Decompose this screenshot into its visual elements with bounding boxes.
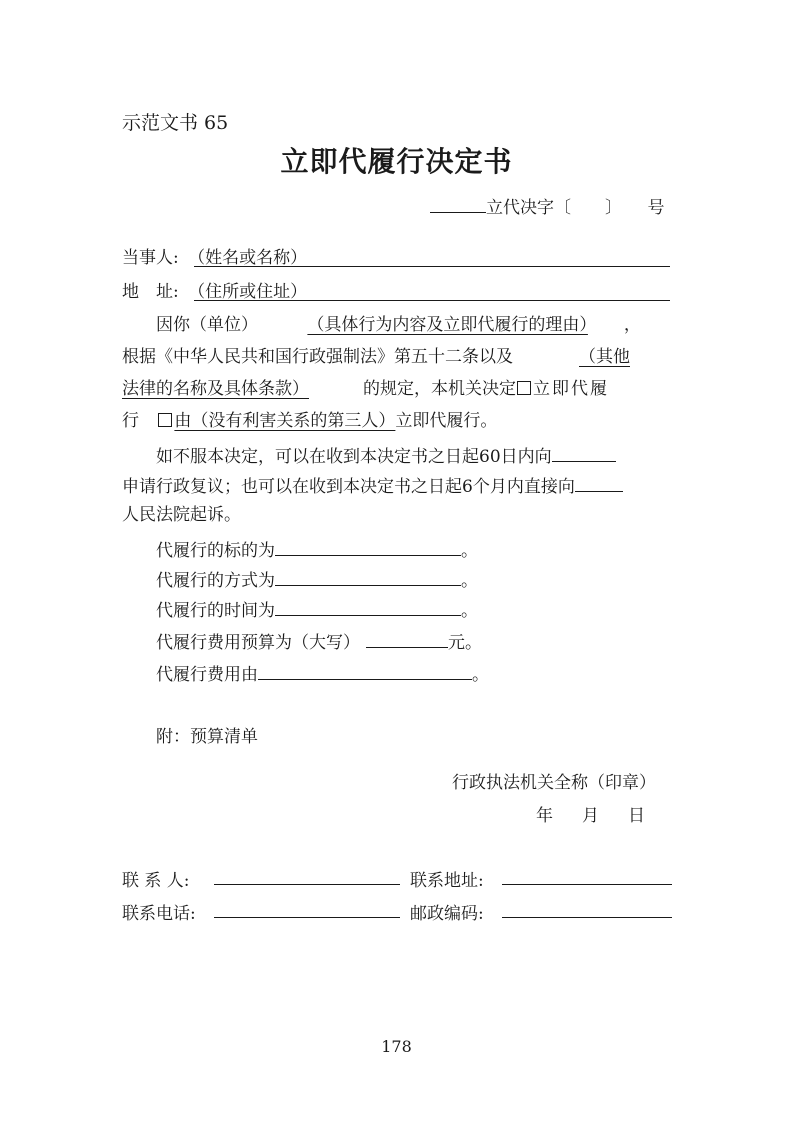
appeal-text-3: 人民法院起诉。 <box>122 505 241 525</box>
method-period: 。 <box>461 571 478 591</box>
budget-unit: 元。 <box>448 633 482 653</box>
budget-input[interactable] <box>366 629 448 648</box>
checkbox-option-1[interactable] <box>517 381 531 395</box>
reason-suffix: ， <box>623 315 641 335</box>
budget-field-line <box>156 629 482 655</box>
method-input[interactable] <box>275 567 461 586</box>
cost-bearer-period: 。 <box>472 665 489 685</box>
time-period: 。 <box>461 601 478 621</box>
contact-person-label: 联 系 人: <box>122 871 190 891</box>
doc-number-text: 立代决字〔 〕 号 <box>486 198 665 218</box>
basis-suffix: 的规定，本机关决定 <box>363 379 516 399</box>
cost-bearer-field-line <box>156 661 489 687</box>
reason-line <box>156 313 641 337</box>
doc-label: 示范文书 65 <box>122 112 229 134</box>
contact-person-input[interactable] <box>214 884 400 885</box>
appeal-line-1 <box>156 443 616 469</box>
party-name-underline <box>194 266 670 267</box>
doc-number-blank <box>430 194 486 213</box>
basis-value-1: （其他 <box>579 347 630 367</box>
subject-field-line <box>156 537 478 563</box>
party-address-underline <box>194 300 670 301</box>
option-1-continued: 行 <box>122 411 139 431</box>
party-address-label: 地 址: <box>122 282 179 302</box>
contact-phone-input[interactable] <box>214 917 400 918</box>
contact-address-input[interactable] <box>502 884 672 885</box>
appeal-blank-1 <box>552 443 616 462</box>
party-name-label: 当事人: <box>122 248 179 268</box>
appeal-blank-2 <box>575 473 623 492</box>
postcode-label: 邮政编码: <box>410 904 484 924</box>
subject-label: 代履行的标的为 <box>156 541 275 561</box>
appeal-text-1: 如不服本决定，可以在收到本决定书之日起60日内向 <box>156 447 552 467</box>
page-number: 178 <box>381 1037 412 1056</box>
appeal-line-3 <box>122 503 241 527</box>
reason-prefix: 因你（单位） <box>156 315 258 335</box>
doc-number <box>430 193 665 218</box>
cost-bearer-label: 代履行费用由 <box>156 665 258 685</box>
signature-date: 年 月 日 <box>536 806 651 826</box>
budget-label: 代履行费用预算为（大写） <box>156 633 360 653</box>
method-label: 代履行的方式为 <box>156 571 275 591</box>
postcode-input[interactable] <box>502 917 672 918</box>
option-2-label: 由（没有利害关系的第三人） <box>174 411 396 431</box>
basis-line-2 <box>122 377 609 401</box>
reason-value: （具体行为内容及立即代履行的理由） <box>307 315 588 335</box>
contact-phone-label: 联系电话: <box>122 904 196 924</box>
basis-value-2: 法律的名称及具体条款） <box>122 379 309 399</box>
basis-line-1 <box>122 345 630 369</box>
basis-prefix: 根据《中华人民共和国行政强制法》第五十二条以及 <box>122 347 513 367</box>
checkbox-option-2[interactable] <box>158 413 172 427</box>
time-label: 代履行的时间为 <box>156 601 275 621</box>
page-title: 立即代履行决定书 <box>280 145 513 178</box>
cost-bearer-input[interactable] <box>258 661 472 680</box>
time-field-line <box>156 597 478 623</box>
attachment-note: 附：预算清单 <box>156 727 258 747</box>
authority-seal-line: 行政执法机关全称（印章） <box>452 773 656 793</box>
method-field-line <box>156 567 478 593</box>
subject-period: 。 <box>461 541 478 561</box>
contact-address-label: 联系地址: <box>410 871 484 891</box>
option-1-label: 立即代履 <box>533 379 609 399</box>
appeal-text-2: 申请行政复议；也可以在收到本决定书之日起6个月内直接向 <box>122 477 575 497</box>
subject-input[interactable] <box>275 537 461 556</box>
option-2-suffix: 立即代履行。 <box>395 411 498 431</box>
party-address-value: （住所或住址） <box>188 282 308 302</box>
time-input[interactable] <box>275 597 461 616</box>
appeal-line-2 <box>122 473 623 499</box>
party-name-value: （姓名或名称） <box>188 248 308 268</box>
basis-line-3 <box>122 409 497 433</box>
